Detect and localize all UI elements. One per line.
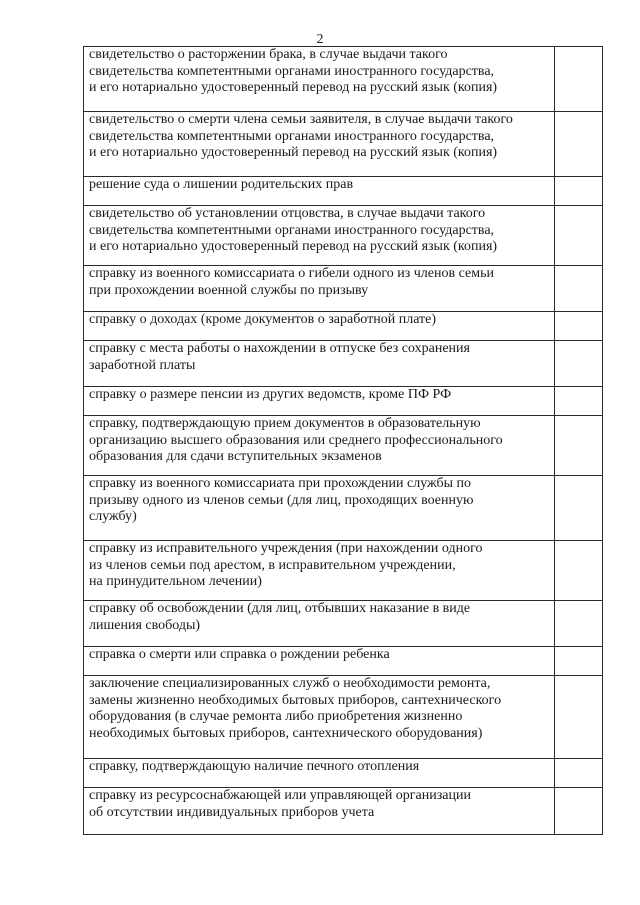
table-row bbox=[84, 387, 603, 416]
document-description: справка о смерти или справка о рождении ребенка bbox=[84, 647, 555, 676]
table-row bbox=[84, 601, 603, 647]
checkbox-cell[interactable] bbox=[555, 476, 603, 541]
checkbox-cell[interactable] bbox=[555, 601, 603, 647]
checkbox-cell[interactable] bbox=[555, 759, 603, 788]
document-description: справку об освобождении (для лиц, отбывших наказание в виде лишения свободы) bbox=[84, 601, 555, 647]
table-row bbox=[84, 312, 603, 341]
document-description: справку о доходах (кроме документов о заработной плате) bbox=[84, 312, 555, 341]
checkbox-cell[interactable] bbox=[555, 47, 603, 112]
checkbox-cell[interactable] bbox=[555, 416, 603, 476]
checkbox-cell[interactable] bbox=[555, 312, 603, 341]
table-row bbox=[84, 341, 603, 387]
table-row bbox=[84, 476, 603, 541]
checkbox-cell[interactable] bbox=[555, 112, 603, 177]
checkbox-cell[interactable] bbox=[555, 676, 603, 759]
table-row bbox=[84, 266, 603, 312]
document-description: справку, подтверждающую наличие печного отопления bbox=[84, 759, 555, 788]
table-row bbox=[84, 541, 603, 601]
document-description: справку из военного комиссариата при прохождении службы по призыву одного из членов семьи (для лиц, проходящих военную службу) bbox=[84, 476, 555, 541]
checkbox-cell[interactable] bbox=[555, 341, 603, 387]
checkbox-cell[interactable] bbox=[555, 788, 603, 835]
document-description: свидетельство о смерти члена семьи заявителя, в случае выдачи такого свидетельства компетентными органами иностранного государства, и его нотариально удостоверенный перевод на русский язык (копия) bbox=[84, 112, 555, 177]
document-description: справку о размере пенсии из других ведомств, кроме ПФ РФ bbox=[84, 387, 555, 416]
page-number: 2 bbox=[316, 32, 324, 47]
table-row bbox=[84, 647, 603, 676]
checkbox-cell[interactable] bbox=[555, 387, 603, 416]
table-row bbox=[84, 112, 603, 177]
document-description: решение суда о лишении родительских прав bbox=[84, 177, 555, 206]
document-checklist-table bbox=[83, 46, 603, 835]
document-description: справку из ресурсоснабжающей или управляющей организации об отсутствии индивидуальных приборов учета bbox=[84, 788, 555, 835]
document-description: заключение специализированных служб о необходимости ремонта, замены жизненно необходимых бытовых приборов, сантехнического оборудования (в случае ремонта либо приобретения жизненно необходимых бытовых приборов, сантехнического оборудования) bbox=[84, 676, 555, 759]
checkbox-cell[interactable] bbox=[555, 177, 603, 206]
table-row bbox=[84, 206, 603, 266]
checkbox-cell[interactable] bbox=[555, 541, 603, 601]
table-row bbox=[84, 788, 603, 835]
document-description: справку, подтверждающую прием документов в образовательную организацию высшего образования или среднего профессионального образования для сдачи вступительных экзаменов bbox=[84, 416, 555, 476]
table-row bbox=[84, 416, 603, 476]
document-description: свидетельство об установлении отцовства, в случае выдачи такого свидетельства компетентными органами иностранного государства, и его нотариально удостоверенный перевод на русский язык (копия) bbox=[84, 206, 555, 266]
table-row bbox=[84, 47, 603, 112]
checkbox-cell[interactable] bbox=[555, 266, 603, 312]
table-row bbox=[84, 676, 603, 759]
document-description: справку с места работы о нахождении в отпуске без сохранения заработной платы bbox=[84, 341, 555, 387]
checkbox-cell[interactable] bbox=[555, 647, 603, 676]
document-description: справку из исправительного учреждения (при нахождении одного из членов семьи под арестом, в исправительном учреждении, на принудительном лечении) bbox=[84, 541, 555, 601]
checkbox-cell[interactable] bbox=[555, 206, 603, 266]
document-description: справку из военного комиссариата о гибели одного из членов семьи при прохождении военной службы по призыву bbox=[84, 266, 555, 312]
table-row bbox=[84, 177, 603, 206]
document-description: свидетельство о расторжении брака, в случае выдачи такого свидетельства компетентными органами иностранного государства, и его нотариально удостоверенный перевод на русский язык (копия) bbox=[84, 47, 555, 112]
table-row bbox=[84, 759, 603, 788]
